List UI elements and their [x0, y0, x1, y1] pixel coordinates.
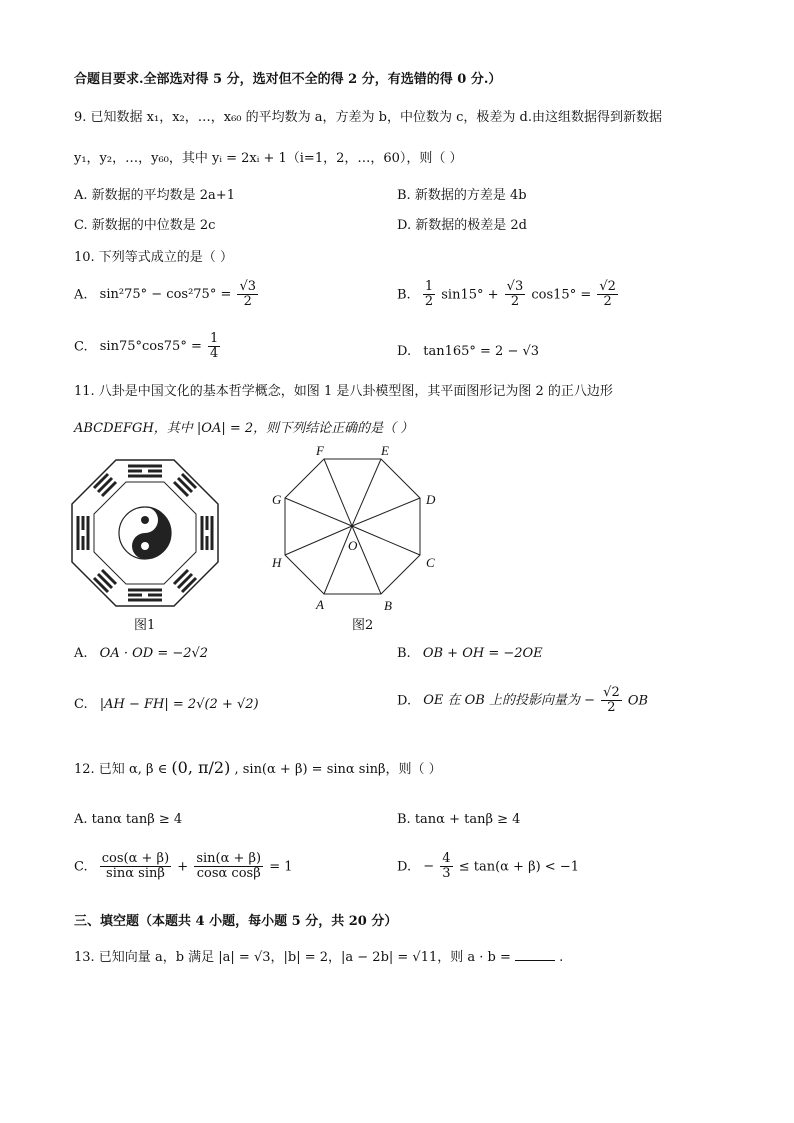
q10-b-f2-den: 2 [510, 294, 520, 310]
octagon-figure [268, 442, 448, 618]
q12-c-tail: = 1 [269, 859, 293, 875]
q12-d-den: 3 [442, 866, 451, 882]
q10-b-f1-den: 2 [424, 294, 434, 310]
q10-c-label: C. [74, 339, 88, 355]
q10-b-f1-num: 1 [424, 279, 434, 294]
q12-c-f2-num: sin(α + β) [196, 851, 262, 866]
q12-stem-interval: (0, π/2) [171, 758, 231, 777]
q10-a-den: 2 [243, 294, 252, 310]
q12-d-pre: − [423, 859, 435, 875]
q10-b-f3-num: √2 [599, 279, 616, 294]
q10-b-label: B. [397, 287, 411, 303]
q13-stem-text: 13. 已知向量 a，b 满足 |a| = √3，|b| = 2，|a − 2b| = √11，则 a · b = [74, 950, 511, 965]
q12-option-a: A. tanα tanβ ≥ 4 [74, 812, 183, 827]
q10-option-c [74, 332, 222, 362]
q11-c-expr: |AH − FH| = 2√(2 + √2) [99, 697, 259, 712]
vertex-e: E [381, 443, 389, 458]
q10-c-den: 4 [210, 346, 219, 362]
header-line: 合题目要求.全部选对得 5 分，选对但不全的得 2 分，有选错的得 0 分.） [74, 72, 502, 87]
q11-d-expr-2: OB [627, 693, 649, 709]
yin-yang-icon [119, 507, 171, 559]
vertex-o: O [348, 538, 358, 553]
q10-c-num: 1 [210, 331, 219, 346]
q10-b-f3-den: 2 [603, 294, 612, 310]
q10-b-frac-2 [505, 280, 526, 310]
q11-c-label: C. [74, 697, 88, 712]
q10-option-d [397, 344, 539, 359]
q11-b-expr: OB + OH = −2OE [422, 646, 543, 661]
q11-option-d [397, 686, 648, 716]
q10-a-expr: sin²75° − cos²75° = [99, 287, 232, 303]
q11-stem-2: ABCDEFGH，其中 |OA| = 2，则下列结论正确的是（ ） [74, 421, 414, 436]
q10-a-label: A. [74, 287, 88, 303]
vertex-b: B [384, 598, 392, 613]
q10-b-mid-2: cos15° = [531, 287, 592, 303]
q12-c-label: C. [74, 859, 88, 875]
q12-d-num: 4 [442, 851, 451, 866]
q9-stem-2: y₁，y₂，…，y₆₀，其中 yᵢ = 2xᵢ + 1（i=1，2，…，60），则（ ） [74, 151, 463, 166]
q12-option-b: B. tanα + tanβ ≥ 4 [397, 812, 521, 827]
q12-option-c [74, 852, 293, 882]
vertex-f: F [316, 443, 324, 458]
q10-d-label: D. [397, 344, 412, 359]
q11-d-expr-1: OE 在 OB 上的投影向量为 − [423, 693, 596, 709]
q12-d-tail: ≤ tan(α + β) < −1 [458, 859, 579, 875]
figure-2-caption: 图2 [352, 618, 374, 633]
bagua-figure [70, 458, 220, 608]
q10-stem: 10. 下列等式成立的是（ ） [74, 250, 233, 265]
q11-option-b [397, 646, 543, 661]
q11-b-label: B. [397, 646, 411, 661]
q12-c-frac-2 [194, 852, 263, 882]
q12-stem-post: , sin(α + β) = sinα sinβ，则（ ） [234, 762, 442, 777]
q10-b-frac-3 [597, 280, 618, 310]
vertex-d: D [426, 492, 436, 507]
vertex-a: A [316, 597, 324, 612]
q10-c-fraction [208, 332, 220, 362]
q10-b-mid-1: sin15° + [441, 287, 499, 303]
vertex-h: H [272, 555, 282, 570]
vertex-c: C [426, 555, 435, 570]
q12-option-d [397, 852, 579, 882]
q12-d-label: D. [397, 859, 412, 875]
q10-b-f2-num: √3 [506, 279, 524, 294]
q11-a-label: A. [74, 646, 88, 661]
q13-stem [74, 946, 563, 965]
q12-c-f1-num: cos(α + β) [101, 851, 170, 866]
q11-d-fraction [601, 686, 622, 716]
q12-stem [74, 758, 442, 777]
q9-option-a: A. 新数据的平均数是 2a+1 [74, 188, 235, 203]
q11-a-expr: OA · OD = −2√2 [99, 646, 209, 661]
q11-d-label: D. [397, 693, 412, 709]
q9-option-d: D. 新数据的极差是 2d [397, 218, 527, 233]
q12-c-f1-den: sinα sinβ [106, 866, 165, 882]
q12-c-plus: + [177, 859, 189, 875]
q11-d-den: 2 [607, 700, 616, 716]
q10-d-expr: tan165° = 2 − √3 [423, 344, 540, 359]
q12-c-f2-den: cosα cosβ [196, 866, 261, 882]
q9-option-c: C. 新数据的中位数是 2c [74, 218, 216, 233]
q13-answer-blank[interactable] [515, 948, 555, 961]
q11-stem-1: 11. 八卦是中国文化的基本哲学概念，如图 1 是八卦模型图，其平面图形记为图 2 的正八边形 [74, 384, 613, 399]
q11-option-c [74, 697, 259, 712]
q12-d-fraction [440, 852, 452, 882]
q10-option-a [74, 280, 260, 310]
vertex-g: G [272, 492, 282, 507]
q10-a-num: √3 [239, 279, 257, 294]
q11-d-num: √2 [603, 685, 620, 700]
q12-c-frac-1 [100, 852, 171, 882]
q10-b-frac-1 [423, 280, 435, 310]
q10-c-expr: sin75°cos75° = [99, 339, 202, 355]
q11-option-a [74, 646, 208, 661]
q10-a-fraction [237, 280, 258, 310]
q12-stem-pre: 12. 已知 α, β ∈ [74, 762, 168, 777]
figure-1-caption: 图1 [134, 618, 156, 633]
q9-option-b: B. 新数据的方差是 4b [397, 188, 527, 203]
q9-stem-1: 9. 已知数据 x₁，x₂，…，x₆₀ 的平均数为 a，方差为 b，中位数为 c，极差为 d.由这组数据得到新数据 [74, 110, 662, 125]
q13-tail: . [559, 950, 564, 965]
q10-option-b [397, 280, 620, 310]
section-3-title: 三、填空题（本题共 4 小题，每小题 5 分，共 20 分） [74, 914, 398, 929]
